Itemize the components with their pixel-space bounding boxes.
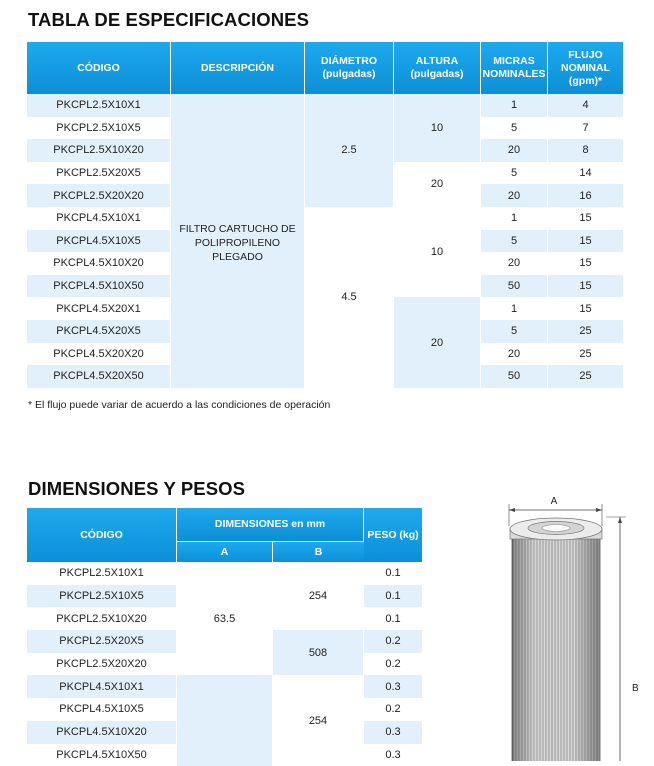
spec-title: TABLA DE ESPECIFICACIONES — [28, 9, 309, 31]
table-row: PKCPL2.5X10X5 0.1 — [27, 585, 422, 608]
dim-a-cell: 63.5 — [177, 562, 273, 675]
dimension-b-label: B — [632, 683, 639, 694]
dim-a-cell — [177, 675, 273, 766]
spec-table — [27, 42, 623, 388]
dimension-a-label: A — [551, 496, 558, 507]
table-row: PKCPL2.5X10X20 0.1 — [27, 607, 422, 630]
header-altura: ALTURA (pulgadas) — [394, 42, 481, 94]
table-row: PKCPL2.5X10X20 20 8 — [27, 139, 623, 162]
header-a: A — [177, 542, 273, 562]
table-row: PKCPL2.5X20X5 508 0.2 — [27, 630, 422, 653]
description-cell: FILTRO CARTUCHO DE POLIPROPILENO PLEGADO — [171, 94, 305, 388]
table-row: PKCPL2.5X10X5 5 7 — [27, 117, 623, 140]
header-dimensiones: DIMENSIONES en mm — [177, 508, 364, 542]
dims-table — [27, 508, 422, 766]
diametro-cell: 2.5 — [305, 94, 394, 207]
table-row: PKCPL4.5X10X5 5 15 — [27, 230, 623, 253]
header-micras: MICRAS NOMINALES — [481, 42, 548, 94]
diametro-cell: 4.5 — [305, 207, 394, 388]
header-peso: PESO (kg) — [364, 508, 422, 562]
table-row: PKCPL2.5X20X20 0.2 — [27, 653, 422, 676]
table-row: PKCPL4.5X10X20 20 15 — [27, 252, 623, 275]
table-row: PKCPL4.5X10X50 0.3 — [27, 744, 422, 766]
dims-title: DIMENSIONES Y PESOS — [28, 478, 245, 500]
table-row: PKCPL4.5X20X20 20 25 — [27, 343, 623, 366]
table-row: PKCPL4.5X10X1 4.5 10 1 15 — [27, 207, 623, 230]
table-row: PKCPL4.5X20X1 20 1 15 — [27, 297, 623, 320]
filter-cartridge-drawing — [494, 491, 654, 761]
table-row: PKCPL2.5X20X5 20 5 14 — [27, 162, 623, 185]
altura-cell: 10 — [394, 94, 481, 162]
table-row: PKCPL2.5X10X1 63.5 254 0.1 — [27, 562, 422, 585]
dim-b-cell: 508 — [273, 630, 364, 675]
altura-cell: 20 — [394, 297, 481, 387]
header-descripcion: DESCRIPCIÓN — [171, 42, 305, 94]
table-row: PKCPL2.5X10X1 FILTRO CARTUCHO DE POLIPROPILENO PLEGADO 2.5 10 1 4 — [27, 94, 623, 117]
header-codigo: CÓDIGO — [27, 508, 177, 562]
table-row: PKCPL4.5X10X5 0.2 — [27, 698, 422, 721]
header-flujo: FLUJO NOMINAL (gpm)* — [548, 42, 623, 94]
altura-cell: 10 — [394, 207, 481, 297]
table-row: PKCPL4.5X10X1 254 0.3 — [27, 675, 422, 698]
table-row: PKCPL4.5X10X20 0.3 — [27, 721, 422, 744]
dim-b-cell: 254 — [273, 675, 364, 766]
header-diametro: DIÁMETRO (pulgadas) — [305, 42, 394, 94]
header-b: B — [273, 542, 364, 562]
table-row: PKCPL2.5X20X20 20 16 — [27, 184, 623, 207]
header-codigo: CÓDIGO — [27, 42, 171, 94]
table-row: PKCPL4.5X20X50 50 25 — [27, 365, 623, 388]
dim-b-cell: 254 — [273, 562, 364, 630]
table-row: PKCPL4.5X20X5 5 25 — [27, 320, 623, 343]
table-row: PKCPL4.5X10X50 50 15 — [27, 275, 623, 298]
altura-cell: 20 — [394, 162, 481, 207]
flow-note: * El flujo puede variar de acuerdo a las condiciones de operación — [28, 399, 330, 411]
